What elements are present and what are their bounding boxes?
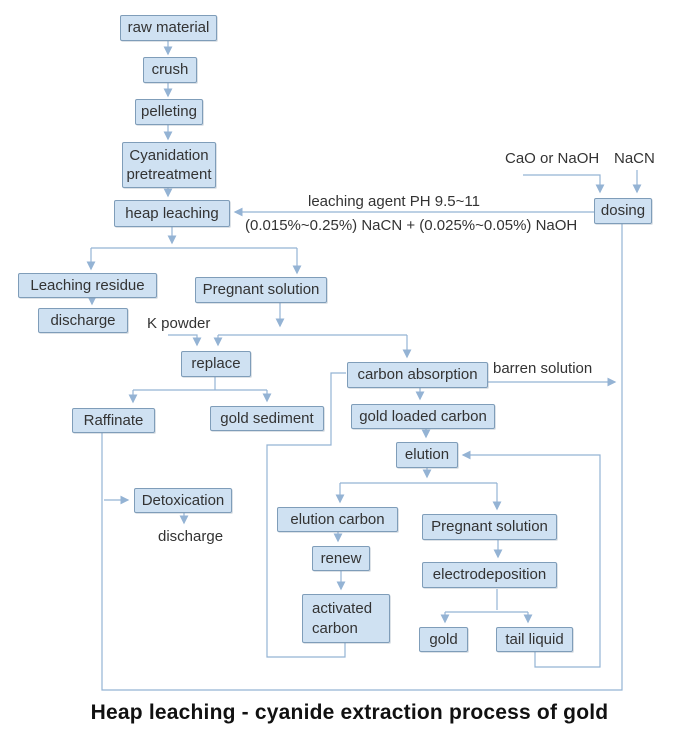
node-pregnant-solution-2: Pregnant solution: [422, 514, 557, 540]
node-detoxication: Detoxication: [134, 488, 232, 513]
node-electrodeposition: electrodeposition: [422, 562, 557, 588]
label-leaching-agent-composition: (0.015%~0.25%) NaCN + (0.025%~0.05%) NaOH: [245, 217, 578, 234]
node-pelleting: pelleting: [135, 99, 203, 125]
node-gold: gold: [419, 627, 468, 652]
node-pregnant-solution-1: Pregnant solution: [195, 277, 327, 303]
node-raw-material: raw material: [120, 15, 217, 41]
label-cao-or-naoh: CaO or NaOH: [505, 150, 600, 167]
node-raffinate: Raffinate: [72, 408, 155, 433]
node-heap-leaching: heap leaching: [114, 200, 230, 227]
node-leaching-residue: Leaching residue: [18, 273, 157, 298]
node-gold-sediment: gold sediment: [210, 406, 324, 431]
label-nacn: NaCN: [614, 150, 655, 167]
node-tail-liquid: tail liquid: [496, 627, 573, 652]
node-renew: renew: [312, 546, 370, 571]
diagram-title: Heap leaching - cyanide extraction process of gold: [90, 701, 609, 724]
node-dosing: dosing: [594, 198, 652, 224]
node-activated-carbon: activated carbon: [302, 594, 390, 643]
label-barren-solution: barren solution: [493, 360, 593, 377]
label-discharge: discharge: [158, 528, 224, 545]
node-replace: replace: [181, 351, 251, 377]
node-elution-carbon: elution carbon: [277, 507, 398, 532]
node-elution: elution: [396, 442, 458, 468]
node-carbon-absorption: carbon absorption: [347, 362, 488, 388]
label-k-powder: K powder: [147, 315, 211, 332]
node-discharge: discharge: [38, 308, 128, 333]
node-gold-loaded-carbon: gold loaded carbon: [351, 404, 495, 429]
node-crush: crush: [143, 57, 197, 83]
conn-k-powder-to-replace: [168, 335, 197, 345]
label-leaching-agent: leaching agent PH 9.5~11: [308, 193, 480, 210]
conn-cao-naoh-to-dosing: [523, 175, 600, 192]
node-cyanidation-pretreatment: Cyanidation pretreatment: [122, 142, 216, 188]
